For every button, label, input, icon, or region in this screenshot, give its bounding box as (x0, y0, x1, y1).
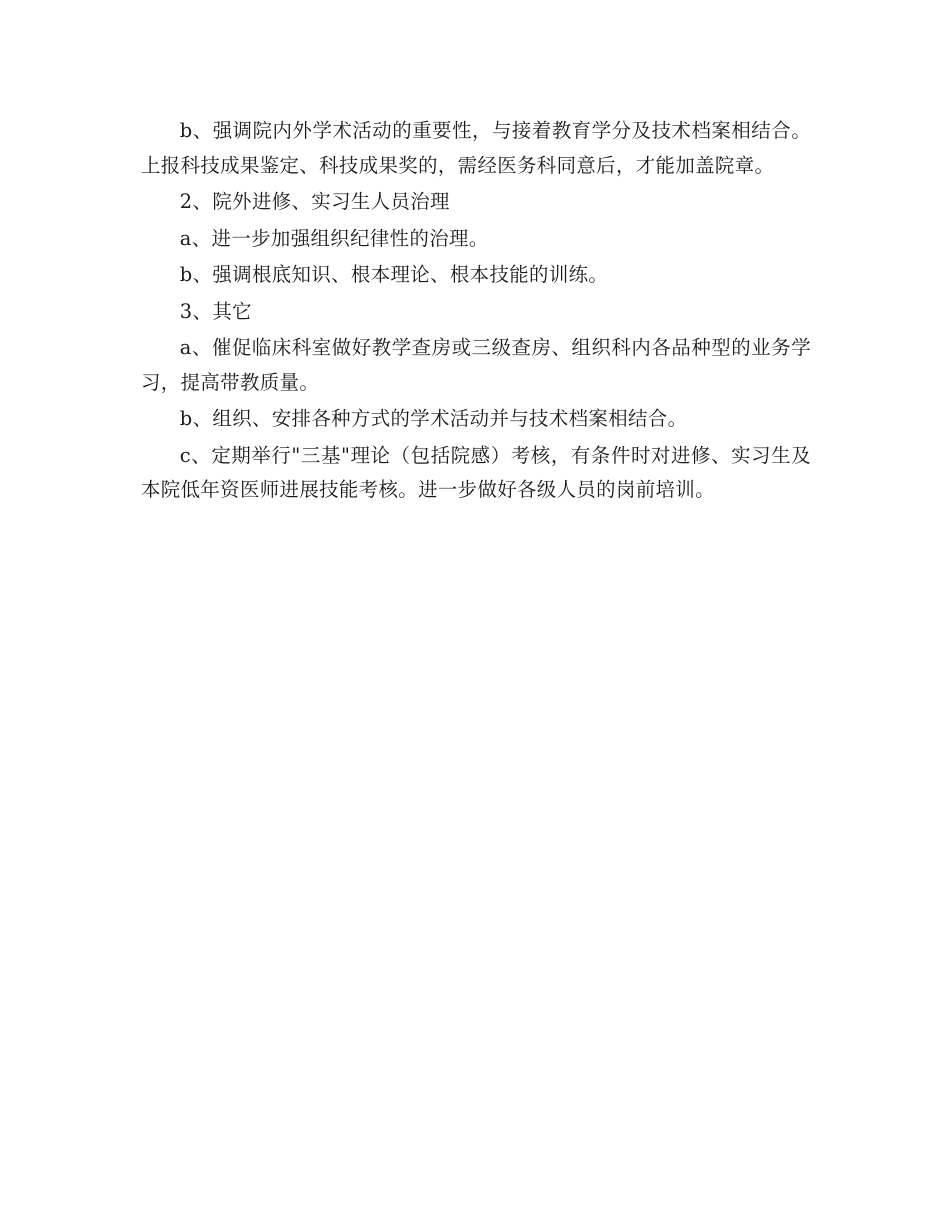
paragraph-teaching-rounds: a、催促临床科室做好教学查房或三级查房、组织科内各品种型的业务学习，提高带教质量。 (141, 336, 811, 394)
document-body (141, 114, 811, 510)
paragraph-academic-activities: b、强调院内外学术活动的重要性，与接着教育学分及技术档案相结合。上报科技成果鉴定、科技成果奖的，需经医务科同意后，才能加盖院章。 (141, 119, 811, 177)
paragraph-academic-forms: b、组织、安排各种方式的学术活动并与技术档案相结合。 (179, 407, 688, 430)
paragraph-discipline: a、进一步加强组织纪律性的治理。 (179, 226, 489, 250)
section-heading-other: 3、其它 (179, 299, 252, 323)
paragraph-basic-training: b、强调根底知识、根本理论、根本技能的训练。 (179, 263, 609, 286)
paragraph-three-basics-exam: c、定期举行"三基"理论（包括院感）考核，有条件时对进修、实习生及本院低年资医师进展技能考核。进一步做好各级人员的岗前培训。 (141, 443, 811, 501)
section-heading-external-trainees: 2、院外进修、实习生人员治理 (179, 190, 450, 213)
